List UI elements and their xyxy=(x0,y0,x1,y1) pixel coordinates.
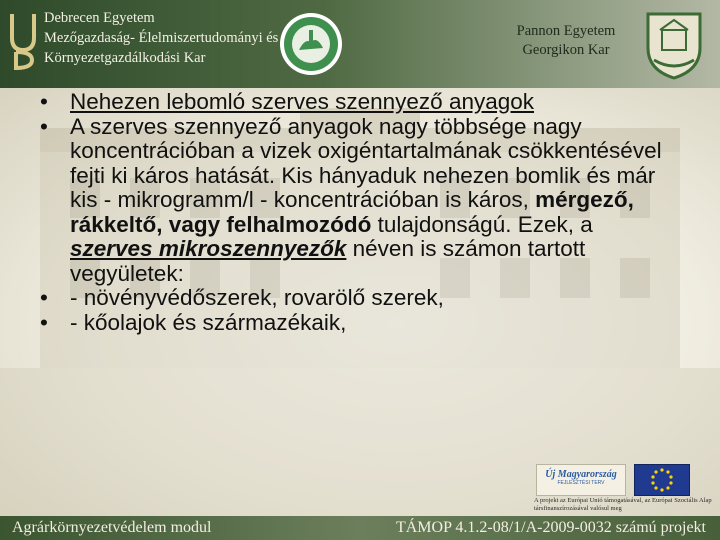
left-university-line: Környezetgazdálkodási Kar xyxy=(44,50,206,66)
bullet-bold-text: mérgező, rákkeltő, vagy felhalmozódó xyxy=(70,187,634,237)
right-university-name xyxy=(512,22,620,60)
georgikon-crest-icon xyxy=(640,8,708,82)
eu-flag-icon xyxy=(634,464,690,496)
bullet-heading: Nehezen lebomló szerves szennyező anyagok xyxy=(70,89,535,114)
bullet-item xyxy=(40,286,680,311)
bullet-item xyxy=(40,311,680,336)
slide-content xyxy=(0,88,720,516)
bullet-list xyxy=(40,90,680,335)
uj-magyarorszag-logo-text: Új Magyarország xyxy=(545,469,617,480)
right-university-line: Georgikon Kar xyxy=(522,42,610,58)
slide-footer xyxy=(0,516,720,540)
funding-note: A projekt az Európai Unió támogatásával, az Európai Szociális Alap társfinanszírozásával valósul meg xyxy=(534,497,712,512)
bullet-text: A szerves szennyező anyagok nagy többsége nagy koncentrációban a vizek oxigéntartalmának csökkentésével fejti ki káros hatását. Kis hányaduk nehezen bomlik és már kis - mikrogramm/l - koncentrációban is káros, xyxy=(70,113,662,212)
bullet-emphasis-text: szerves mikroszennyezők xyxy=(70,236,347,261)
uj-magyarorszag-logo xyxy=(536,464,626,496)
ud-monogram-icon xyxy=(6,8,40,72)
bullet-text: - növényvédőszerek, rovarölő szerek, xyxy=(70,285,444,310)
bullet-item xyxy=(40,90,680,115)
bullet-text: - kőolajok és származékaik, xyxy=(70,309,347,335)
right-university-line: Pannon Egyetem xyxy=(516,23,616,39)
left-university-name xyxy=(44,8,278,68)
bullet-text: néven is számon tartott vegyületek: xyxy=(70,236,586,286)
bullet-item xyxy=(40,115,680,287)
university-seal-icon xyxy=(279,12,343,76)
left-university-line: Mezőgazdaság- Élelmiszertudományi és xyxy=(44,30,279,46)
uj-magyarorszag-logo-subtext: FEJLESZTÉSI TERV xyxy=(557,480,605,486)
slide-header xyxy=(0,0,720,88)
left-university-line: Debrecen Egyetem xyxy=(44,10,155,26)
footer-project-id: TÁMOP 4.1.2-08/1/A-2009-0032 számú projekt xyxy=(395,519,706,536)
footer-module-name: Agrárkörnyezetvédelem modul xyxy=(12,519,212,536)
bullet-text: tulajdonságú. Ezek, a xyxy=(371,211,593,237)
